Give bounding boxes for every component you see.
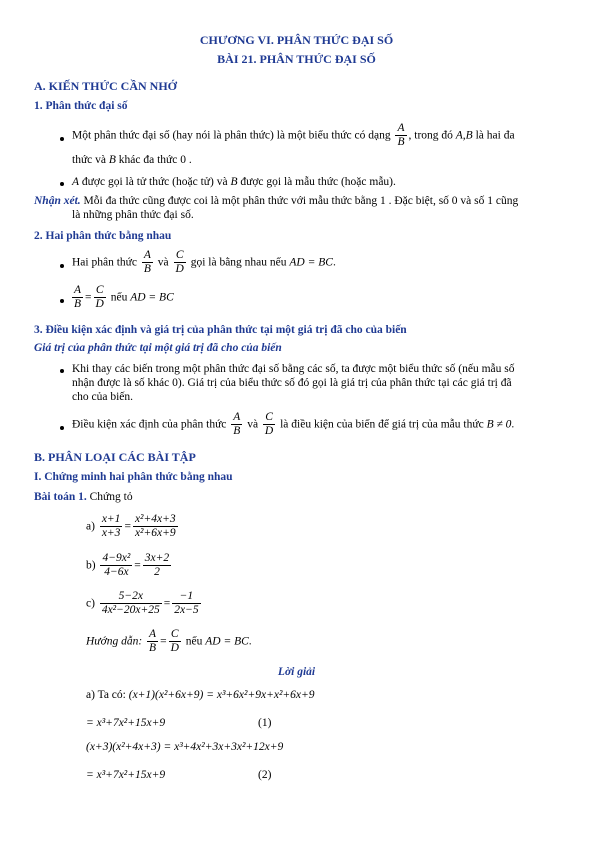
- fraction-denominator: 4x²−20x+25: [101, 604, 160, 617]
- fraction-a-over-b: [231, 411, 242, 438]
- math-condition: AD = BC: [130, 291, 174, 304]
- definition-line2: [72, 154, 192, 167]
- math-vars: A,B: [455, 129, 473, 142]
- fraction-numerator: 3x+2: [144, 552, 170, 564]
- left-fraction: [100, 513, 123, 540]
- equals-sign: =: [163, 597, 171, 610]
- fraction-numerator: 5−2x: [118, 590, 143, 602]
- equation-tag-1: (1): [258, 717, 272, 729]
- fraction-denominator: B: [397, 136, 405, 149]
- fraction-numerator: x²+4x+3: [134, 513, 176, 525]
- problem-item-a: [86, 513, 180, 540]
- definition-line1: [72, 122, 515, 149]
- left-fraction: [100, 590, 162, 617]
- math-condition: B ≠ 0: [486, 418, 512, 431]
- solution-line4: [86, 769, 165, 782]
- fraction-numerator: A: [74, 284, 82, 296]
- problem-label: Bài toán 1.: [34, 491, 87, 503]
- solution-line1: [86, 689, 315, 702]
- bullet-dot: [60, 182, 64, 186]
- remark-label: Nhận xét.: [34, 195, 81, 207]
- fraction-c-over-d: [263, 411, 275, 438]
- remark-line2: là những phân thức đại số.: [72, 209, 194, 221]
- right-fraction: [172, 590, 200, 617]
- fraction-denominator: B: [149, 642, 157, 655]
- fraction-c-over-d: [169, 628, 181, 655]
- definition-text: khác đa thức 0 .: [118, 154, 192, 166]
- equal-fractions-rule: [70, 284, 174, 311]
- body-text: được gọi là mẫu thức (hoặc mẫu).: [240, 176, 396, 188]
- solution-math: (x+1)(x²+6x+9) = x³+6x²+9x+x²+6x+9: [128, 689, 315, 701]
- definition-text: Một phân thức đại số (hay nói là phân thức) là một biểu thức có dạng: [72, 129, 391, 142]
- fraction-numerator: C: [175, 249, 184, 261]
- solution-heading: Lời giải: [277, 666, 316, 678]
- remark-line1: [34, 195, 518, 208]
- sub3-heading: 3. Điều kiện xác định và giá trị của phân thức tại một giá trị đã cho của biến: [34, 324, 407, 336]
- right-fraction: [133, 513, 178, 540]
- body-text: nếu: [110, 291, 128, 304]
- fraction-denominator: D: [264, 425, 274, 438]
- fraction-numerator: −1: [179, 590, 194, 602]
- punctuation: .: [332, 256, 336, 269]
- equal-fractions-line: [72, 249, 336, 276]
- lesson-title: BÀI 21. PHÂN THỨC ĐẠI SỐ: [217, 52, 376, 66]
- item-label: b): [86, 559, 96, 572]
- problem-item-c: [86, 590, 203, 617]
- value-line3: cho của biến.: [72, 391, 133, 403]
- body-text: nếu: [185, 635, 203, 648]
- section-a-heading: A. KIẾN THỨC CẦN NHỚ: [34, 79, 178, 93]
- chapter-title: CHƯƠNG VI. PHÂN THỨC ĐẠI SỐ: [199, 33, 394, 47]
- hint-label: Hướng dẫn:: [86, 635, 143, 648]
- fraction-numerator: C: [95, 284, 104, 296]
- sub2-heading: 2. Hai phân thức bằng nhau: [34, 230, 172, 242]
- item-label: c): [86, 597, 95, 610]
- fraction-a-over-b: [147, 628, 158, 655]
- solution-math: (x+3)(x²+4x+3) = x³+4x²+3x+3x²+12x+9: [86, 741, 284, 753]
- bullet-dot: [60, 264, 64, 268]
- fraction-numerator: C: [170, 628, 179, 640]
- definition-text: , trong đó: [408, 129, 453, 142]
- math-var: A: [72, 176, 80, 188]
- math-var: B: [108, 154, 116, 166]
- fraction-numerator: C: [265, 411, 273, 423]
- fraction-denominator: B: [143, 263, 151, 276]
- value-line2: nhận được là số khác 0). Giá trị của biểu thức số đó gọi là giá trị của phân thức tại các giá trị đã: [72, 377, 512, 389]
- solution-math: = x³+7x²+15x+9: [86, 769, 166, 781]
- equals-sign: =: [134, 559, 141, 572]
- problem-item-b: [86, 552, 173, 579]
- equals-sign: =: [124, 520, 131, 533]
- math-var: B: [230, 176, 238, 188]
- remark-text: Mỗi đa thức cũng được coi là một phân thức với mẫu thức bằng 1 . Đặc biệt, số 0 và số 1 cũng: [83, 195, 519, 207]
- body-text: và: [157, 256, 169, 269]
- bullet-dot: [60, 137, 64, 141]
- bullet-dot: [60, 369, 64, 373]
- problem-statement: [34, 491, 133, 504]
- right-fraction: [143, 552, 171, 579]
- body-text: Hai phân thức: [72, 256, 137, 269]
- body-text: Điều kiện xác định của phân thức: [72, 418, 227, 431]
- left-fraction: [100, 552, 132, 579]
- fraction-denominator: 2x−5: [174, 604, 199, 617]
- body-text: là điều kiện của biến để giá trị của mẫu thức: [280, 418, 484, 431]
- math-condition: AD = BC: [205, 635, 249, 648]
- solution-line2: [86, 717, 165, 730]
- fraction-numerator: x+1: [101, 513, 121, 525]
- value-line1: Khi thay các biến trong một phân thức đại số bằng các số, ta được một biểu thức số (nếu mẫu số: [72, 363, 515, 375]
- fraction-numerator: A: [149, 628, 157, 640]
- fraction-denominator: B: [74, 298, 82, 311]
- sub1-heading: 1. Phân thức đại số: [34, 100, 128, 112]
- equals-sign: =: [85, 291, 92, 304]
- item-label: a): [86, 520, 95, 533]
- punctuation: .: [248, 635, 252, 648]
- definition-text: thức và: [72, 154, 107, 166]
- fraction-denominator: D: [170, 642, 179, 655]
- fraction-numerator: A: [397, 122, 405, 134]
- bullet-dot: [60, 299, 64, 303]
- fraction-a-over-b: [142, 249, 153, 276]
- body-text: gọi là bằng nhau nếu: [190, 256, 287, 269]
- fraction-denominator: 4−6x: [100, 565, 132, 579]
- fraction-c-over-d: [94, 284, 106, 311]
- hint-line: [86, 628, 252, 655]
- fraction-a-over-b: [72, 284, 83, 311]
- solution-label: a) Ta có:: [86, 689, 126, 701]
- solution-line3: [86, 741, 283, 754]
- body-text: được gọi là tử thức (hoặc tử) và: [81, 176, 228, 188]
- fraction-numerator: A: [143, 249, 151, 261]
- section-b-heading: B. PHÂN LOẠI CÁC BÀI TẬP: [34, 450, 196, 464]
- equals-sign: =: [160, 635, 167, 648]
- sub3-italic-heading: Giá trị của phân thức tại một giá trị đã cho của biến: [34, 342, 282, 354]
- bullet-dot: [60, 426, 64, 430]
- definition-text: là hai đa: [475, 129, 515, 142]
- fraction-c-over-d: [174, 249, 186, 276]
- fraction-denominator: B: [233, 425, 241, 438]
- body-text: và: [247, 418, 259, 431]
- part1-heading: I. Chứng minh hai phân thức bằng nhau: [34, 471, 233, 483]
- math-condition: AD = BC: [289, 256, 333, 269]
- fraction-numerator: 4−9x²: [102, 552, 131, 564]
- equation-tag-2: (2): [258, 769, 272, 781]
- solution-math: = x³+7x²+15x+9: [86, 717, 166, 729]
- fraction-a-over-b: [395, 122, 406, 149]
- fraction-denominator: D: [95, 298, 104, 311]
- fraction-numerator: A: [233, 411, 241, 423]
- problem-text: Chứng tỏ: [89, 491, 133, 503]
- domain-condition-line: [72, 411, 514, 438]
- fraction-denominator: 2: [143, 565, 171, 579]
- fraction-denominator: x+3: [101, 527, 121, 540]
- fraction-denominator: x²+6x+9: [134, 527, 176, 540]
- punctuation: .: [511, 418, 515, 431]
- numerator-denominator-line: [72, 176, 396, 189]
- fraction-denominator: D: [175, 263, 184, 276]
